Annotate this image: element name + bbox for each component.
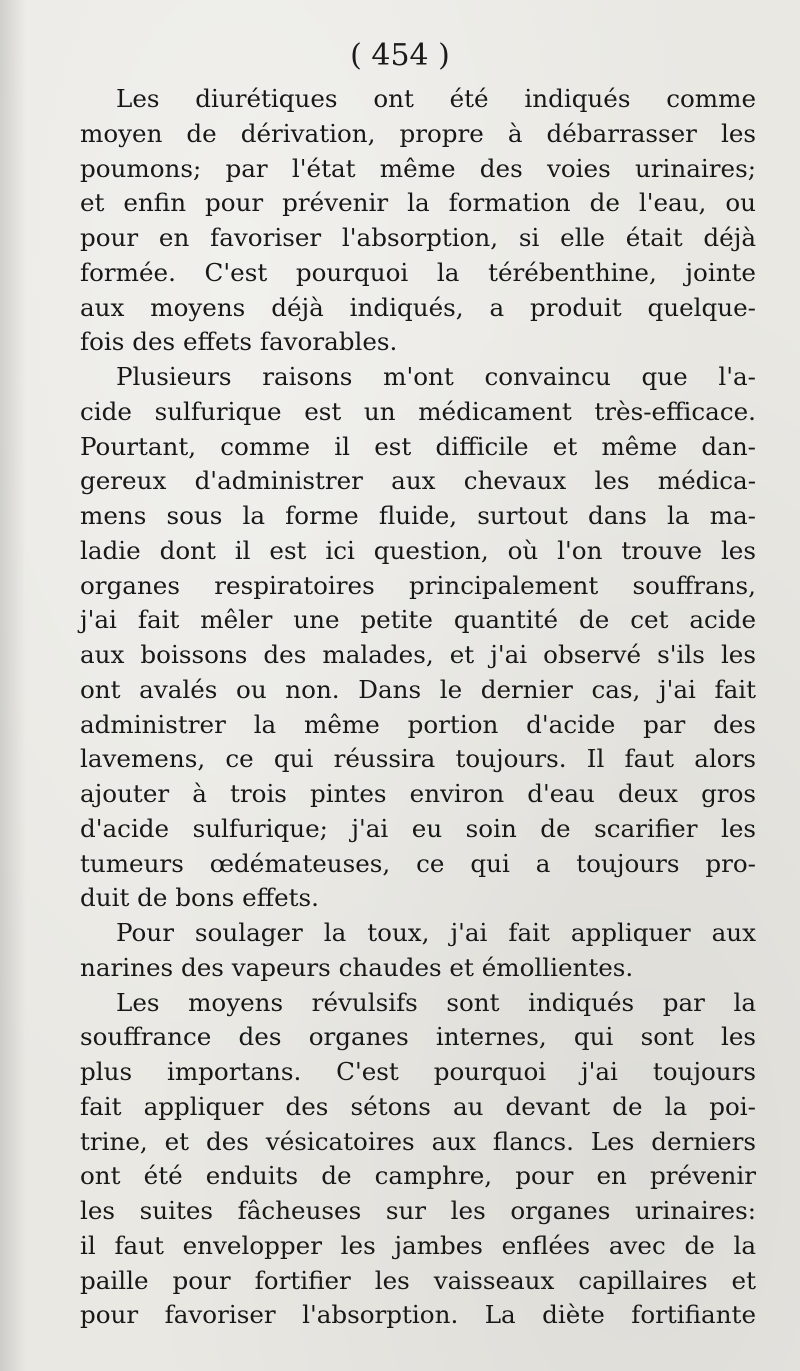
text-line: Les moyens révulsifs sont indiqués par la	[116, 987, 756, 1017]
text-line: pour en favoriser l'absorption, si elle était déjà	[80, 223, 756, 252]
text-line: plus importans. C'est pourquoi j'ai toujours	[80, 1057, 756, 1086]
text-line: Les diurétiques ont été indiqués comme	[116, 84, 756, 113]
binding-shadow	[0, 0, 26, 1371]
text-line: pour favoriser l'absorption. La diète fortifiante	[80, 1300, 756, 1330]
text-line: gereux d'administrer aux chevaux les médica-	[80, 466, 756, 496]
text-line: ont avalés ou non. Dans le dernier cas, j'ai fait	[80, 674, 756, 704]
text-line: fait appliquer des sétons au devant de la poi-	[80, 1091, 756, 1121]
text-line: ont été enduits de camphre, pour en prévenir	[80, 1161, 756, 1191]
text-line: Pourtant, comme il est difficile et même dan-	[80, 431, 756, 461]
text-line: j'ai fait mêler une petite quantité de cet acide	[80, 605, 756, 635]
text-line: paille pour fortifier les vaisseaux capillaires et	[80, 1265, 756, 1295]
text-line: cide sulfurique est un médicament très-efficace.	[80, 396, 756, 426]
text-line: souffrance des organes internes, qui sont les	[80, 1022, 756, 1052]
text-line: ladie dont il est ici question, où l'on trouve les	[80, 535, 756, 565]
body-text	[80, 82, 756, 1333]
text-line: duit de bons effets.	[80, 883, 319, 913]
text-line: aux moyens déjà indiqués, a produit quelque-	[80, 292, 756, 322]
text-line: formée. C'est pourquoi la térébenthine, jointe	[80, 257, 756, 287]
text-line: narines des vapeurs chaudes et émollientes.	[80, 952, 634, 982]
page-number: ( 454 )	[350, 38, 450, 73]
text-line: et enfin pour prévenir la formation de l'eau, ou	[80, 188, 756, 218]
text-line: les suites fâcheuses sur les organes urinaires:	[80, 1196, 756, 1225]
text-line: Plusieurs raisons m'ont convaincu que l'a-	[116, 362, 756, 391]
text-line: administrer la même portion d'acide par des	[80, 709, 756, 739]
text-line: trine, et des vésicatoires aux flancs. Les derniers	[80, 1126, 756, 1156]
text-line: moyen de dérivation, propre à débarrasser les	[80, 118, 756, 148]
text-line: mens sous la forme fluide, surtout dans la ma-	[80, 501, 756, 530]
text-line: tumeurs œdémateuses, ce qui a toujours pro-	[80, 848, 756, 878]
text-line: fois des effets favorables.	[80, 327, 398, 357]
text-line: lavemens, ce qui réussira toujours. Il faut alors	[80, 744, 756, 774]
text-line: Pour soulager la toux, j'ai fait appliquer aux	[116, 918, 756, 947]
text-line: d'acide sulfurique; j'ai eu soin de scarifier les	[80, 813, 756, 843]
text-line: aux boissons des malades, et j'ai observé s'ils les	[80, 640, 756, 669]
text-line: poumons; par l'état même des voies urinaires;	[80, 153, 756, 183]
text-line: il faut envelopper les jambes enflées avec de la	[80, 1230, 756, 1260]
text-line: ajouter à trois pintes environ d'eau deux gros	[80, 779, 756, 808]
text-line: organes respiratoires principalement souffrans,	[80, 570, 756, 600]
